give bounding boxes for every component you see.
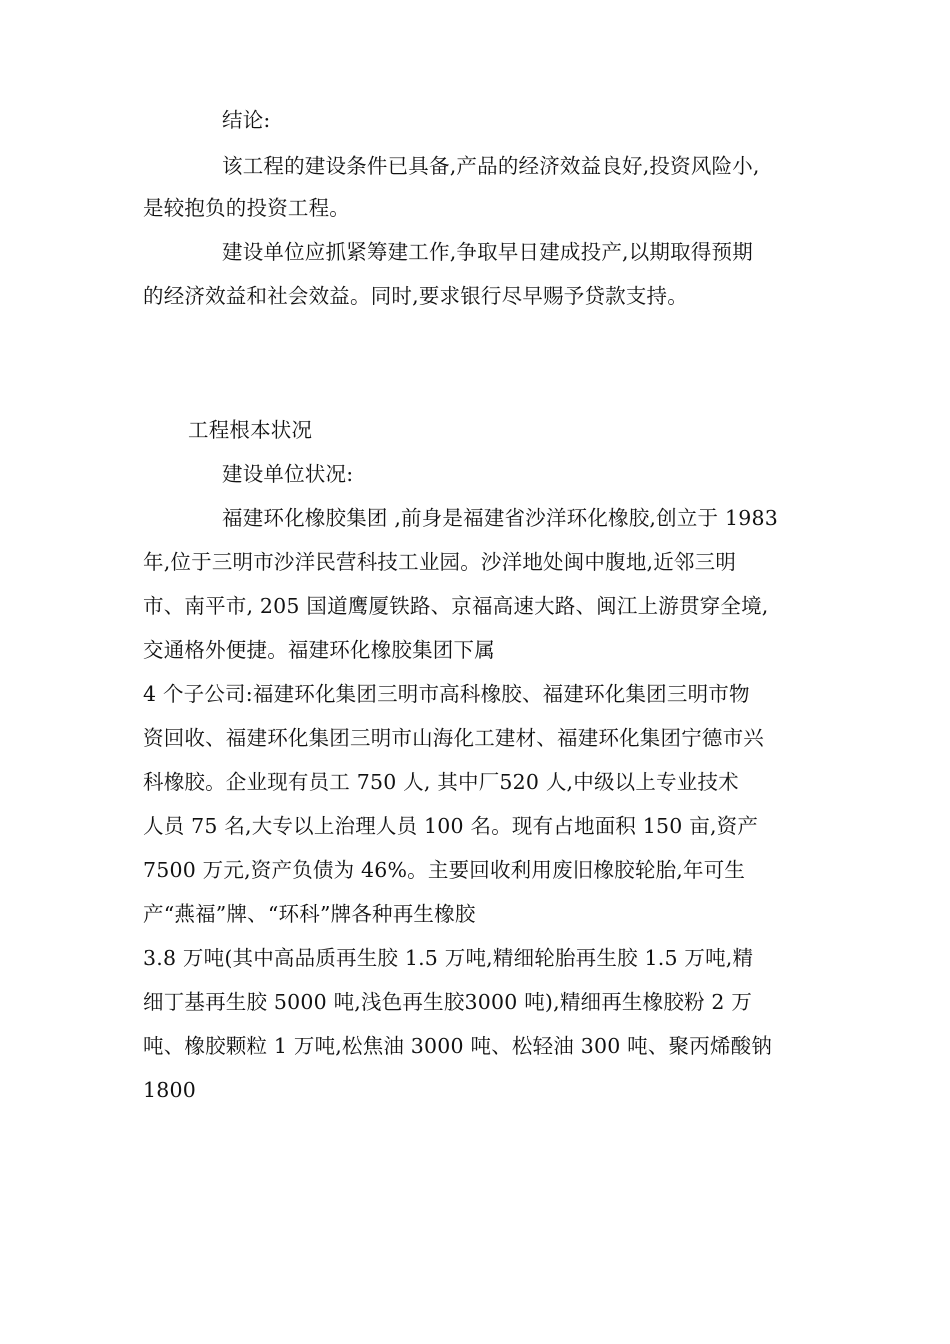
conclusion-para1-line1: 该工程的建设条件已具备,产品的经济效益良好,投资风险小, bbox=[222, 154, 760, 178]
overview-para-line: 产“燕福”牌、“环科”牌各种再生橡胶 bbox=[143, 902, 476, 926]
overview-para-line: 细丁基再生胶 5000 吨,浅色再生胶3000 吨),精细再生橡胶粉 2 万 bbox=[143, 990, 753, 1014]
conclusion-para1-line2: 是较抱负的投资工程。 bbox=[143, 196, 350, 220]
overview-para-line: 福建环化橡胶集团 ,前身是福建省沙洋环化橡胶,创立于 1983 bbox=[222, 506, 778, 530]
conclusion-heading: 结论: bbox=[222, 108, 271, 132]
overview-para-line: 年,位于三明市沙洋民营科技工业园。沙洋地处闽中腹地,近邻三明 bbox=[143, 550, 737, 574]
overview-para-line: 资回收、福建环化集团三明市山海化工建材、福建环化集团宁德市兴 bbox=[143, 726, 764, 750]
overview-para-line: 市、南平市, 205 国道鹰厦铁路、京福高速大路、闽江上游贯穿全境, bbox=[143, 594, 769, 618]
overview-para-line: 1800 bbox=[143, 1078, 196, 1102]
overview-para-line: 吨、橡胶颗粒 1 万吨,松焦油 3000 吨、松轻油 300 吨、聚丙烯酸钠 bbox=[143, 1034, 773, 1058]
overview-subheading: 建设单位状况: bbox=[222, 462, 354, 486]
overview-para-line: 科橡胶。企业现有员工 750 人, 其中厂520 人,中级以上专业技术 bbox=[143, 770, 739, 794]
overview-para-line: 7500 万元,资产负债为 46%。主要回收利用废旧橡胶轮胎,年可生 bbox=[143, 858, 746, 882]
overview-para-line: 交通格外便捷。福建环化橡胶集团下属 bbox=[143, 638, 495, 662]
overview-para-line: 人员 75 名,大专以上治理人员 100 名。现有占地面积 150 亩,资产 bbox=[143, 814, 759, 838]
overview-para-line: 3.8 万吨(其中高品质再生胶 1.5 万吨,精细轮胎再生胶 1.5 万吨,精 bbox=[143, 946, 754, 970]
overview-para-line: 4 个子公司:福建环化集团三明市高科橡胶、福建环化集团三明市物 bbox=[143, 682, 750, 706]
overview-heading: 工程根本状况 bbox=[188, 418, 313, 442]
conclusion-para2-line2: 的经济效益和社会效益。同时,要求银行尽早赐予贷款支持。 bbox=[143, 284, 688, 308]
conclusion-para2-line1: 建设单位应抓紧筹建工作,争取早日建成投产,以期取得预期 bbox=[222, 240, 753, 264]
